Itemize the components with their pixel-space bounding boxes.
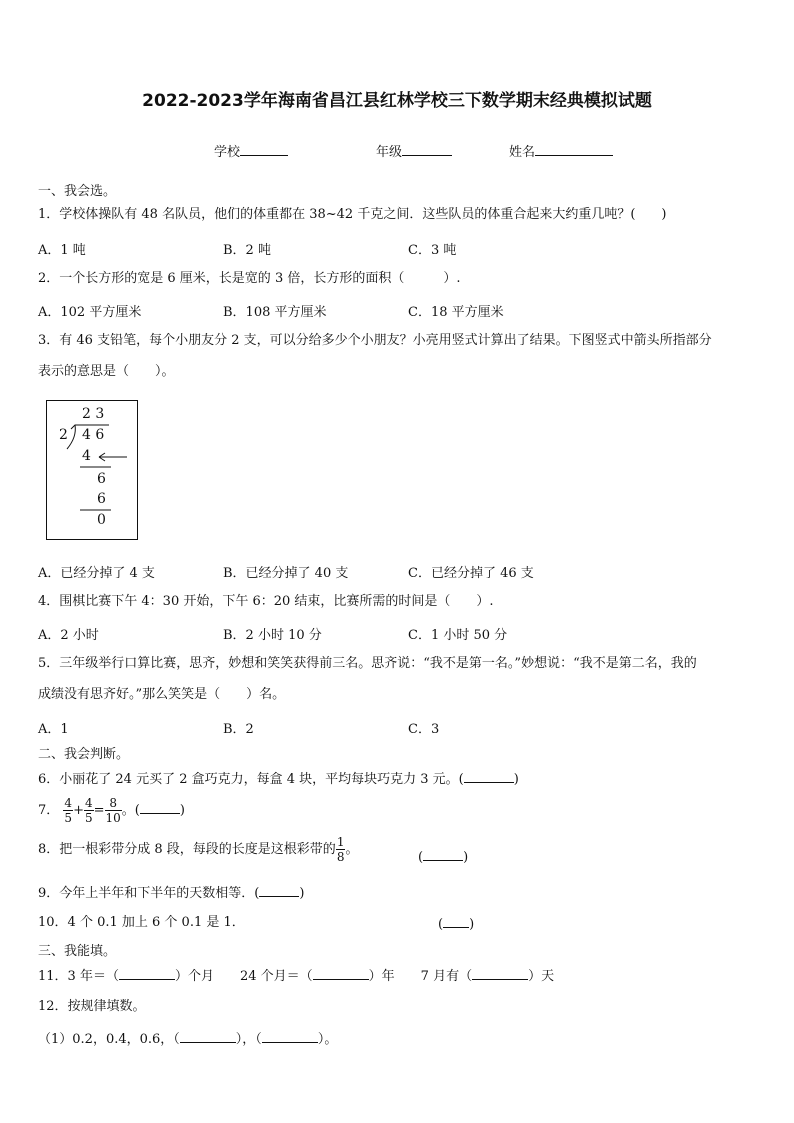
- q1-option-a[interactable]: A．1 吨: [38, 243, 86, 258]
- division-quotient: 2 3: [82, 406, 105, 422]
- name-label: 姓名: [509, 145, 536, 160]
- grade-blank[interactable]: [402, 143, 452, 156]
- q2-option-a[interactable]: A．102 平方厘米: [38, 305, 142, 320]
- q4-option-c[interactable]: C．1 小时 50 分: [408, 628, 508, 643]
- q2-option-b[interactable]: B．108 平方厘米: [223, 305, 327, 320]
- q6-answer-blank[interactable]: [464, 769, 514, 783]
- q11-blank-3[interactable]: [472, 966, 528, 980]
- division-subtract-2: 6: [97, 491, 106, 507]
- q7-plus: +: [73, 803, 84, 818]
- q9-answer-blank[interactable]: [259, 883, 299, 897]
- q11-part-2: 24 个月＝（: [239, 969, 313, 984]
- school-field: [214, 141, 288, 160]
- question-12-part-1: （1）0.2，0.4，0.6，（ ），（ ）。: [38, 1029, 337, 1049]
- q10-answer-blank[interactable]: [443, 914, 469, 928]
- q7-answer-blank[interactable]: [140, 800, 180, 814]
- question-6: [38, 769, 519, 789]
- arrow-left-icon: [97, 451, 129, 463]
- q3-option-c[interactable]: C．已经分掉了 46 支: [408, 566, 534, 581]
- question-4: 4．围棋比赛下午 4：30 开始，下午 6：20 结束，比赛所需的时间是（ ）.: [38, 594, 494, 609]
- question-3-line-1: 3．有 46 支铅笔，每个小朋友分 2 支，可以分给多少个小朋友？小亮用竖式计算出了结果。下图竖式中箭头所指部分: [38, 333, 712, 348]
- q4-option-a[interactable]: A．2 小时: [38, 628, 99, 643]
- section-3-heading: 三、我能填。: [38, 944, 117, 959]
- q8-answer-paren: ( ): [418, 847, 468, 867]
- q6-text: 6．小丽花了 24 元买了 2 盒巧克力，每盒 4 块，平均每块巧克力 3 元。(: [38, 772, 464, 787]
- name-field: [509, 141, 613, 160]
- q7-fraction-1: $\frac{4}{5}$: [64, 796, 73, 825]
- question-12: 12．按规律填数。: [38, 999, 146, 1014]
- q8-text: 8．把一根彩带分成 8 段，每段的长度是这根彩带的: [38, 842, 336, 857]
- q1-option-b[interactable]: B．2 吨: [223, 243, 271, 258]
- q4-option-b[interactable]: B．2 小时 10 分: [223, 628, 322, 643]
- division-bracket-lines: [47, 401, 137, 539]
- q2-option-c[interactable]: C．18 平方厘米: [408, 305, 504, 320]
- school-label: 学校: [214, 145, 241, 160]
- q12-blank-2[interactable]: [262, 1029, 318, 1043]
- q8-tail: 。: [345, 842, 359, 857]
- division-divisor: 2: [59, 427, 68, 443]
- q8-fraction: $\frac{1}{8}$: [336, 835, 345, 864]
- q7-fraction-3: $\frac{8}{10}$: [105, 796, 121, 825]
- q1-option-c[interactable]: C．3 吨: [408, 243, 457, 258]
- q7-fraction-2: $\frac{4}{5}$: [84, 796, 93, 825]
- q12-blank-1[interactable]: [180, 1029, 236, 1043]
- question-3-line-2: 表示的意思是（ ）。: [38, 364, 175, 379]
- q11-blank-2[interactable]: [313, 966, 369, 980]
- question-11: 11．3 年＝（ ）个月 24 个月＝（ ）年 7 月有（ ）天: [38, 966, 554, 986]
- q3-option-a[interactable]: A．已经分掉了 4 支: [38, 566, 155, 581]
- division-subtract-1: 4: [82, 448, 91, 464]
- question-2: 2．一个长方形的宽是 6 厘米，长是宽的 3 倍，长方形的面积（ ）.: [38, 271, 461, 286]
- section-1-heading: 一、我会选。: [38, 184, 117, 199]
- q3-option-b[interactable]: B．已经分掉了 40 支: [223, 566, 349, 581]
- q11-blank-1[interactable]: [119, 966, 175, 980]
- q9-text: 9．今年上半年和下半年的天数相等．(: [38, 886, 260, 901]
- q6-close: ): [513, 772, 519, 787]
- q5-option-a[interactable]: A．1: [38, 722, 69, 737]
- q11-part-3: 7 月有（: [420, 969, 473, 984]
- question-5-line-2: 成绩没有思齐好。”那么笑笑是（ ）名。: [38, 687, 286, 702]
- question-8: [38, 835, 358, 864]
- section-2-heading: 二、我会判断。: [38, 747, 130, 762]
- q5-option-b[interactable]: B．2: [223, 722, 254, 737]
- division-remainder-2: 0: [97, 512, 106, 528]
- grade-label: 年级: [376, 145, 403, 160]
- division-dividend: 4 6: [82, 427, 105, 443]
- question-7: [38, 796, 185, 825]
- name-blank[interactable]: [535, 143, 613, 156]
- question-1: 1．学校体操队有 48 名队员，他们的体重都在 38~42 千克之间．这些队员的体重合起来大约重几吨？( ): [38, 207, 667, 222]
- page-title: 2022-2023学年海南省昌江县红林学校三下数学期末经典模拟试题: [142, 91, 652, 111]
- school-blank[interactable]: [240, 143, 288, 156]
- question-9: 9．今年上半年和下半年的天数相等．( ): [38, 883, 304, 903]
- q10-answer-paren: ( ): [438, 914, 474, 934]
- q7-close: ): [179, 803, 185, 818]
- question-5-line-1: 5．三年级举行口算比赛，思齐，妙想和笑笑获得前三名。思齐说：“我不是第一名。”妙想说：“我不是第二名，我的: [38, 656, 697, 671]
- grade-field: [376, 141, 452, 160]
- q11-part-1: 11．3 年＝（: [38, 969, 119, 984]
- long-division-figure: [46, 400, 138, 540]
- q8-answer-blank[interactable]: [423, 847, 463, 861]
- q7-equals: =: [93, 803, 105, 818]
- q7-num: 7．: [38, 803, 60, 818]
- q7-tail: 。(: [121, 803, 140, 818]
- division-remainder-1: 6: [97, 471, 106, 487]
- question-10: 10．4 个 0.1 加上 6 个 0.1 是 1．: [38, 915, 245, 930]
- q5-option-c[interactable]: C．3: [408, 722, 440, 737]
